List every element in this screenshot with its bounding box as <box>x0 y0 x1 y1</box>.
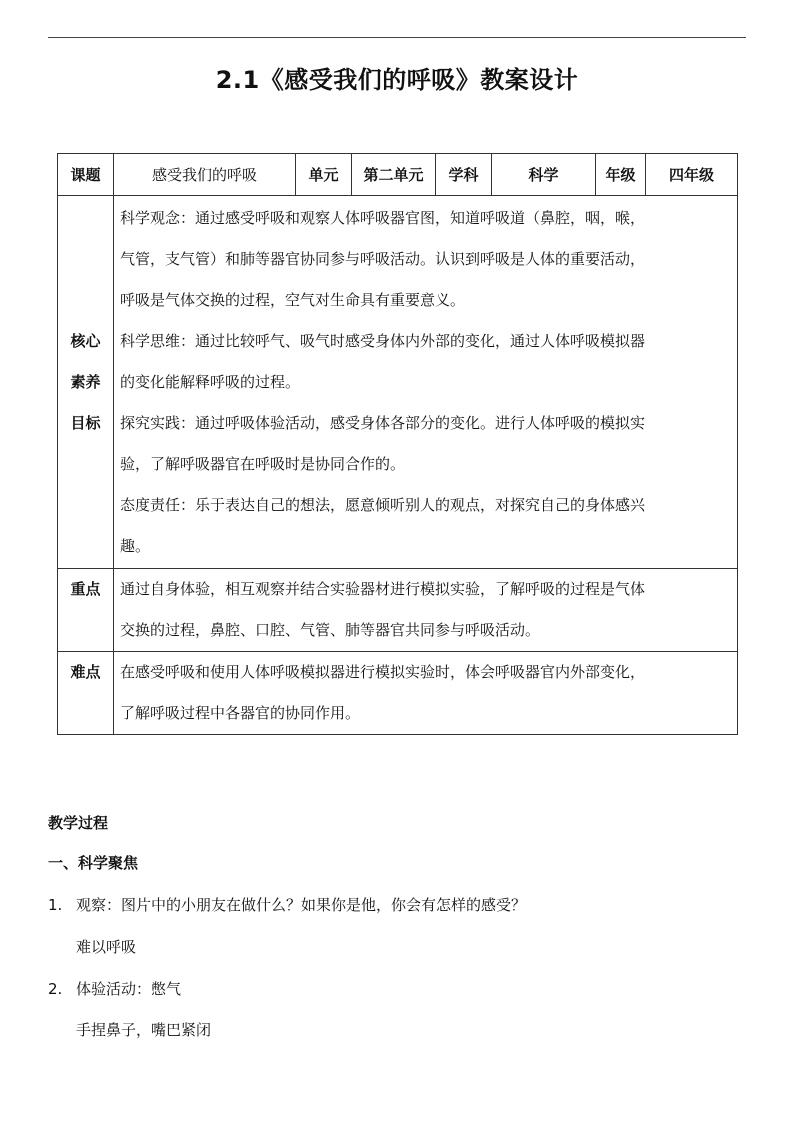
core-goals-label <box>58 196 114 569</box>
lesson-plan-table <box>57 153 738 735</box>
subject-value: 科学 <box>492 154 596 196</box>
header-rule <box>48 37 746 38</box>
process-heading: 教学过程 <box>48 814 109 832</box>
document-title: 2.1《感受我们的呼吸》教案设计 <box>215 66 579 94</box>
topic-label: 课题 <box>58 154 114 196</box>
difficulties-label: 难点 <box>58 652 114 735</box>
difficulties-line: 了解呼吸过程中各器官的协同作用。 <box>120 704 361 722</box>
key-points-row <box>58 569 738 652</box>
topic-value: 感受我们的呼吸 <box>114 154 296 196</box>
core-goals-label-line: 核心 <box>70 331 101 350</box>
core-goals-content <box>114 196 738 569</box>
list-item-number: 2. <box>48 980 63 998</box>
core-goals-line: 呼吸是气体交换的过程，空气对生命具有重要意义。 <box>120 290 466 309</box>
grade-value: 四年级 <box>646 154 738 196</box>
core-goals-label-line: 目标 <box>70 413 101 432</box>
unit-value: 第二单元 <box>352 154 436 196</box>
difficulties-row <box>58 652 738 735</box>
table-header-row <box>58 154 738 196</box>
section-heading: 一、科学聚焦 <box>48 854 139 872</box>
list-item-answer: 手捏鼻子，嘴巴紧闭 <box>76 1021 212 1039</box>
subject-label: 学科 <box>436 154 492 196</box>
list-item <box>48 978 181 999</box>
core-goals-line: 趣。 <box>120 536 151 555</box>
core-goals-line: 态度责任：乐于表达自己的想法，愿意倾听别人的观点，对探究自己的身体感兴 <box>120 495 646 514</box>
core-goals-line: 探究实践：通过呼吸体验活动，感受身体各部分的变化。进行人体呼吸的模拟实 <box>120 413 646 432</box>
unit-label: 单元 <box>296 154 352 196</box>
key-points-line: 通过自身体验，相互观察并结合实验器材进行模拟实验，了解呼吸的过程是气体 <box>120 580 646 598</box>
core-goals-row <box>58 196 738 569</box>
core-goals-line: 气管，支气管）和肺等器官协同参与呼吸活动。认识到呼吸是人体的重要活动， <box>120 249 646 268</box>
list-item <box>48 894 526 915</box>
grade-label: 年级 <box>596 154 646 196</box>
core-goals-line: 验，了解呼吸器官在呼吸时是协同合作的。 <box>120 454 406 473</box>
core-goals-line: 科学观念：通过感受呼吸和观察人体呼吸器官图，知道呼吸道（鼻腔，咽，喉， <box>120 208 646 227</box>
list-item-text: 体验活动：憋气 <box>76 980 182 998</box>
difficulties-content <box>114 652 738 735</box>
key-points-label: 重点 <box>58 569 114 652</box>
difficulties-line: 在感受呼吸和使用人体呼吸模拟器进行模拟实验时，体会呼吸器官内外部变化， <box>120 663 646 681</box>
core-goals-line: 科学思维：通过比较呼气、吸气时感受身体内外部的变化，通过人体呼吸模拟器 <box>120 331 646 350</box>
core-goals-line: 的变化能解释呼吸的过程。 <box>120 372 301 391</box>
core-goals-label-line: 素养 <box>70 372 101 391</box>
list-item-text: 观察：图片中的小朋友在做什么？如果你是他，你会有怎样的感受？ <box>76 896 527 914</box>
list-item-number: 1. <box>48 896 63 914</box>
key-points-line: 交换的过程，鼻腔、口腔、气管、肺等器官共同参与呼吸活动。 <box>120 621 541 639</box>
list-item-answer: 难以呼吸 <box>76 938 137 956</box>
key-points-content <box>114 569 738 652</box>
